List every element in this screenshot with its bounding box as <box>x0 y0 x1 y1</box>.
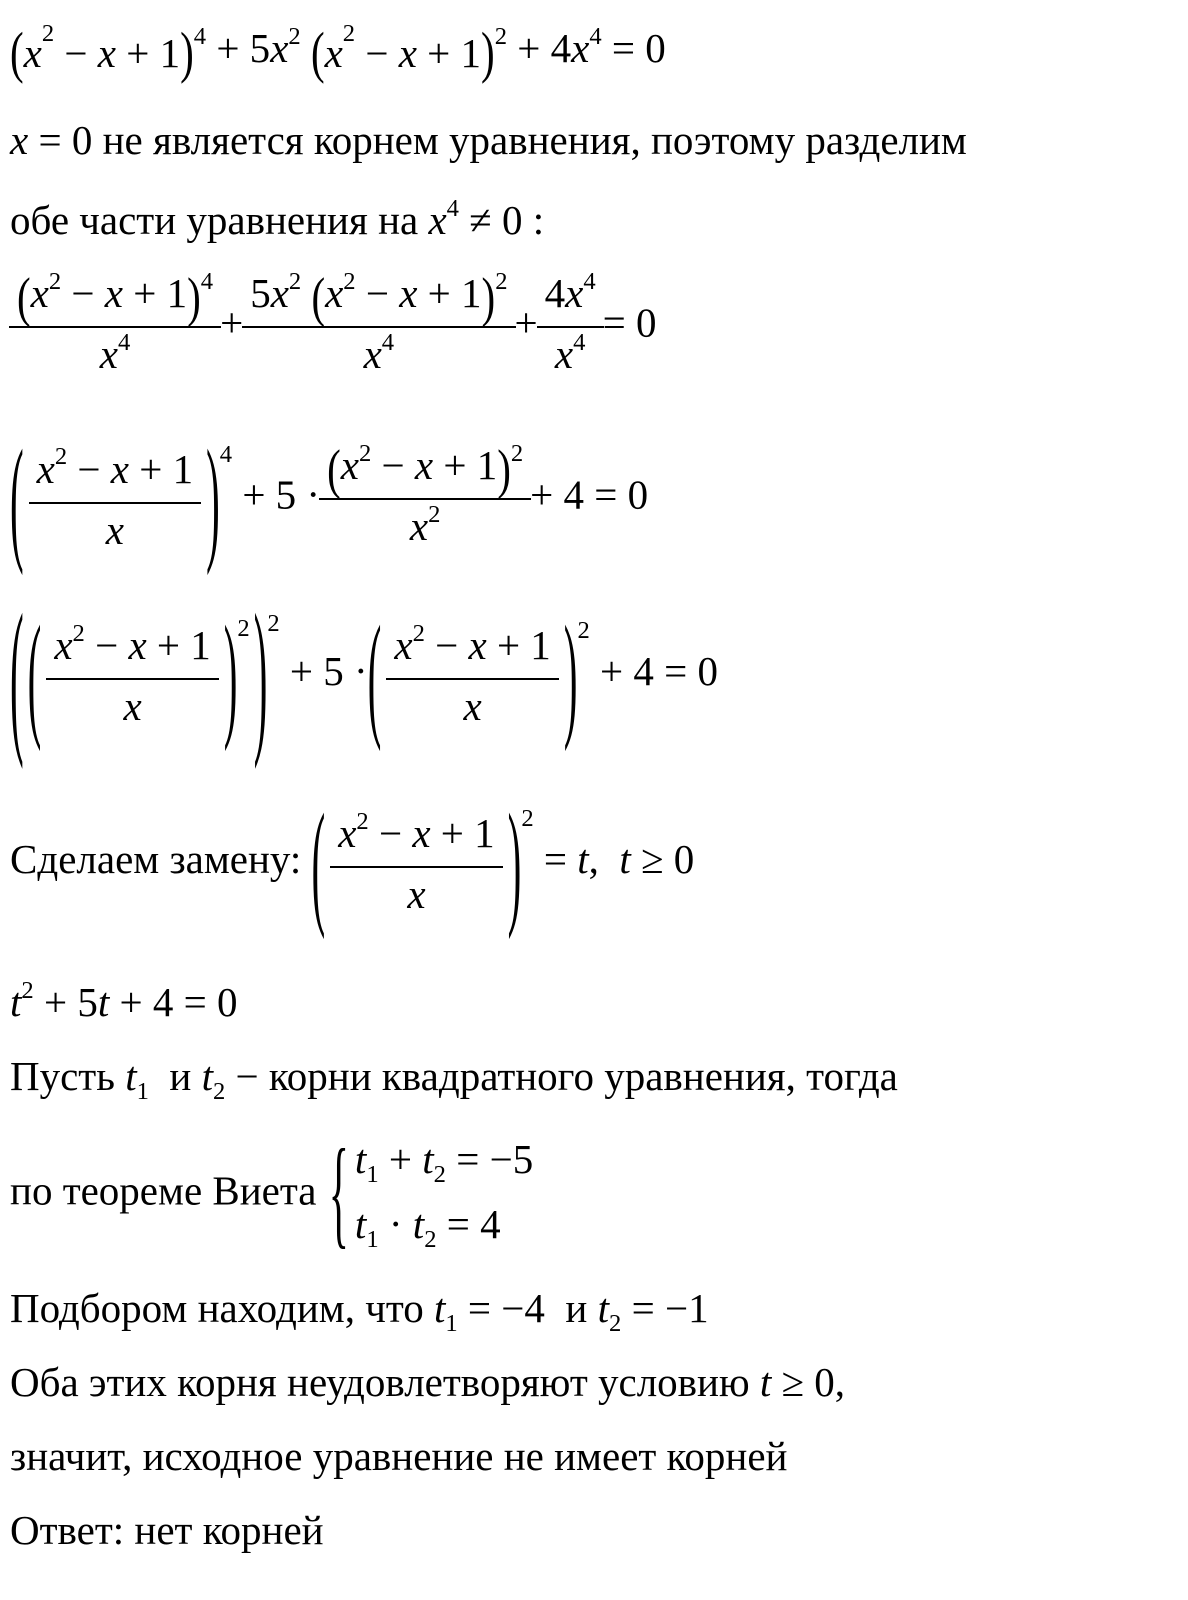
text-line-zero-not-root: x = 0 не является корнем уравнения, поэтому разделим <box>10 117 967 163</box>
text-line-divide: обе части уравнения на $x^4 \ne 0$ : <box>10 194 545 243</box>
equation-nested: ( ( $\frac{x^2 - x + 1}{x}$ ) $^2$ ) $^2$ + 5 · ( $\frac{x^2 - x + 1}{x}$ ) $^2$ + 4 = 0 <box>10 576 719 770</box>
answer-text: Ответ: нет корней <box>10 1507 324 1553</box>
selection-text: Подбором находим, что <box>10 1285 424 1331</box>
let-text: Пусть <box>10 1053 115 1099</box>
vieta-line: по теореме Виета { $t_1 + t_2 = -5$ $t_1 \cdot t_2 = 4$ <box>10 1128 534 1262</box>
answer-line <box>10 1506 324 1554</box>
roots-text: корни квадратного уравнения, тогда <box>268 1053 898 1099</box>
and-text-2: и <box>565 1285 588 1331</box>
and-text-1: и <box>169 1053 192 1099</box>
text-line-means <box>10 1432 787 1480</box>
text-line-selection: Подбором находим, что $t_1 = -4$ и $t_2 = -1$ <box>10 1285 709 1337</box>
zero-not-root-text: не является корнем уравнения, поэтому разделим <box>102 117 967 163</box>
substitution-line: Сделаем замену: ( $\frac{x^2 - x + 1}{x}$ ) $^2$ = t, t ≥ 0 <box>10 783 695 940</box>
equation-quadratic: $t^2 + 5t + 4 = 0$ <box>10 976 238 1025</box>
substitution-text: Сделаем замену: <box>10 835 302 882</box>
both-text: Оба этих корня неудовлетворяют условию <box>10 1359 750 1405</box>
text-line-both: Оба этих корня неудовлетворяют условию t ≥ 0, <box>10 1359 846 1405</box>
vieta-product: $t_1 \cdot t_2 = 4$ <box>354 1201 501 1253</box>
vieta-sum: $t_1 + t_2 = -5$ <box>354 1136 534 1188</box>
means-text: значит, исходное уравнение не имеет корней <box>10 1433 788 1479</box>
vieta-text: по теореме Виета <box>10 1167 317 1214</box>
equation-simplified: ( $\frac{x^2 - x + 1}{x}$ ) $^4$ + 5 · $\frac{(x^2 - x + 1)^2}{x^2}$ + 4 = 0 <box>10 419 649 576</box>
equation-divided: $\frac{(x^2 - x + 1)^4}{x^4}$ + $\frac{5x^2 (x^2 - x + 1)^2}{x^4}$ + $\frac{4x^4}{x^4}$ = 0 <box>10 270 657 384</box>
divide-text: обе части уравнения на <box>10 197 419 243</box>
equation-original: ( x $^2$ − x + 1 ) $^4 + 5x^2$ ( x $^2$ − x + 1 ) $^2 + 4x^4 = 0$ <box>10 19 666 85</box>
text-line-let: Пусть $t_1$ и $t_2$ − корни квадратного уравнения, тогда <box>10 1053 898 1105</box>
